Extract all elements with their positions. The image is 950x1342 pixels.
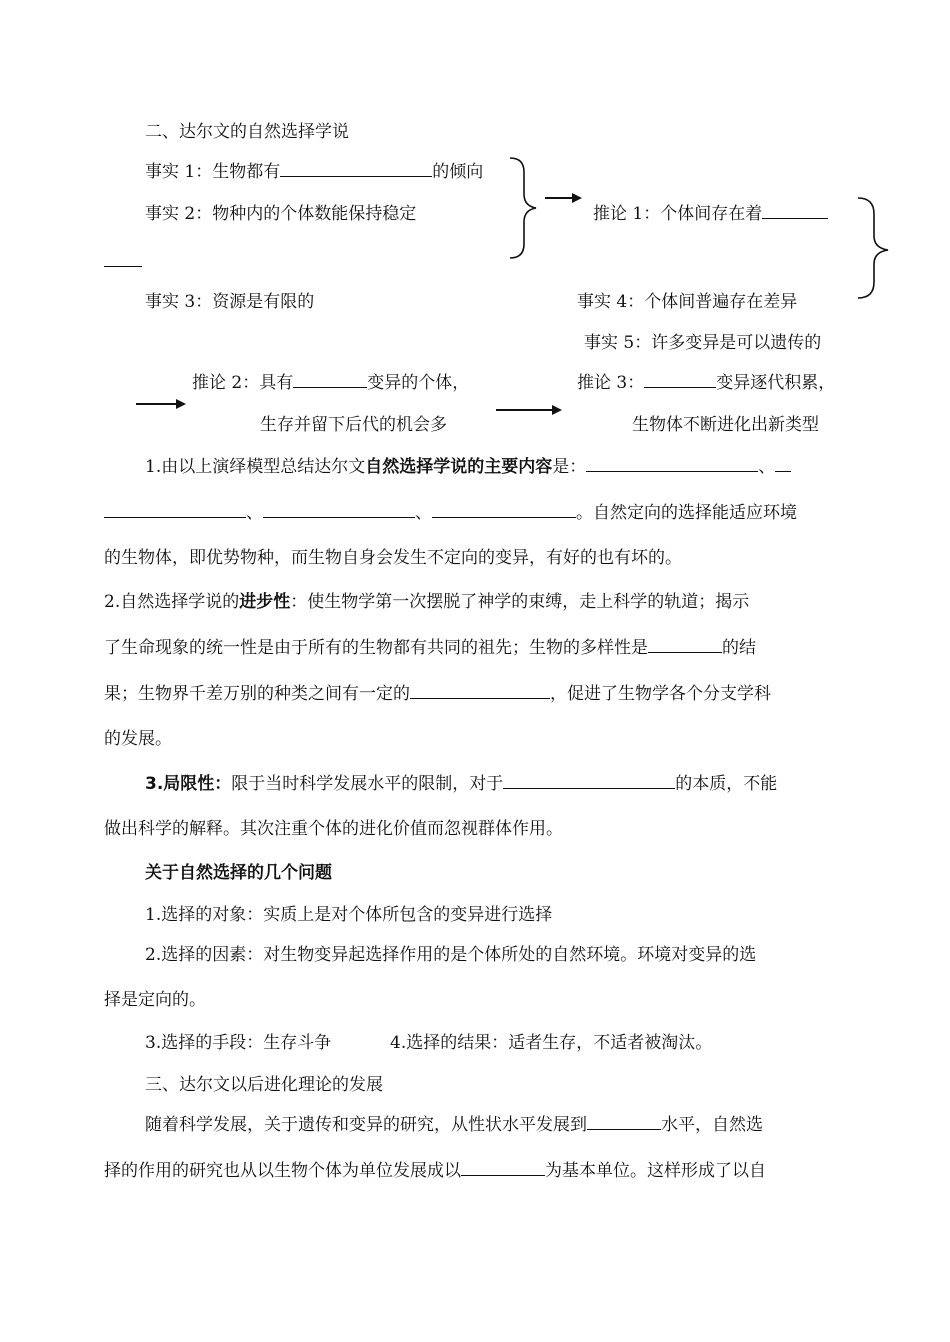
- question2-line3-suffix: ，促进了生物学各个分支学科: [550, 684, 771, 704]
- section3-title: 三、达尔文以后进化理论的发展: [145, 1075, 383, 1095]
- inference3: [577, 371, 835, 395]
- issues-title: 关于自然选择的几个问题: [145, 863, 332, 883]
- question2-line2-suffix: 的结: [722, 638, 756, 658]
- inference3-blank[interactable]: [644, 371, 716, 388]
- inference3-text: 推论 3：: [577, 373, 645, 393]
- section2-title: 二、达尔文的自然选择学说: [145, 122, 349, 142]
- question2-line1: [104, 590, 749, 614]
- question3-bold: 3.局限性：: [145, 774, 232, 794]
- question3-suffix: 的本质，不能: [675, 774, 778, 794]
- fact5: 事实 5：许多变异是可以遗传的: [584, 333, 822, 353]
- fact1-blank[interactable]: [280, 160, 432, 177]
- inference2-text: 推论 2：具有: [192, 373, 294, 393]
- question2-blank2[interactable]: [410, 682, 550, 699]
- question2-line2: [104, 636, 756, 660]
- question1-blank4[interactable]: [432, 501, 576, 518]
- question2-blank1[interactable]: [648, 636, 722, 653]
- question2-text2: ：使生物学第一次摆脱了神学的束缚，走上科学的轨道；揭示: [290, 592, 750, 612]
- right-brace-right: [858, 198, 888, 298]
- fact1: [145, 160, 483, 184]
- question2-line3: [104, 682, 771, 706]
- issue4: 4.选择的结果：适者生存，不适者被淘汰。: [390, 1033, 713, 1053]
- question1-sep1: 、: [758, 457, 776, 477]
- question3-line1: [145, 772, 777, 796]
- inference2-line2: 生存并留下后代的机会多: [260, 415, 447, 435]
- question2-bold: 进步性: [239, 592, 291, 612]
- arrow-to-inference2: [136, 399, 186, 409]
- section3-line1: [145, 1113, 763, 1137]
- inference1-blank[interactable]: [762, 202, 828, 219]
- question2-line4: 的发展。: [104, 729, 172, 749]
- question1-text3: 。自然定向的选择能适应环境: [576, 503, 797, 523]
- issue1: 1.选择的对象：实质上是对个体所包含的变异进行选择: [145, 905, 553, 925]
- question2-line2-text: 了生命现象的统一性是由于所有的生物都有共同的祖先；生物的多样性是: [104, 638, 648, 658]
- question1-blank1[interactable]: [586, 455, 758, 472]
- question1-blank2a[interactable]: [775, 455, 791, 472]
- question1-sep3: 、: [415, 503, 432, 523]
- question1-text2: 是：: [552, 457, 587, 477]
- fact2: 事实 2：物种内的个体数能保持稳定: [145, 204, 417, 224]
- right-brace-left: [510, 158, 536, 258]
- inference1-blank-cont[interactable]: [104, 250, 142, 267]
- inference3-line2: 生物体不断进化出新类型: [632, 415, 819, 435]
- inference1-text: 推论 1：个体间存在着: [593, 204, 763, 224]
- section3-line1-suffix: 水平，自然选: [661, 1115, 763, 1135]
- inference1: [593, 202, 828, 226]
- issue2-line1: 2.选择的因素：对生物变异起选择作用的是个体所处的自然环境。环境对变异的选: [145, 945, 757, 965]
- question1-sep2: 、: [246, 503, 263, 523]
- question3-blank[interactable]: [503, 772, 675, 789]
- fact3: 事实 3：资源是有限的: [145, 292, 315, 312]
- fact1-text: 事实 1：生物都有: [145, 162, 281, 182]
- question1-line1: [145, 455, 791, 479]
- issue3: 3.选择的手段：生存斗争: [145, 1033, 332, 1053]
- question3-line2: 做出科学的解释。其次注重个体的进化价值而忽视群体作用。: [104, 819, 563, 839]
- inference2: [192, 371, 469, 395]
- section3-blank2[interactable]: [461, 1159, 545, 1176]
- section3-line1-text: 随着科学发展，关于遗传和变异的研究，从性状水平发展到: [145, 1115, 587, 1135]
- question1-text: 1.由以上演绎模型总结达尔文: [145, 457, 366, 477]
- fact4: 事实 4：个体间普遍存在差异: [577, 292, 798, 312]
- issue2-line2: 择是定向的。: [104, 990, 206, 1010]
- inference2-suffix: 变异的个体，: [367, 373, 470, 393]
- question2-text: 2.自然选择学说的: [104, 592, 240, 612]
- question1-blank3[interactable]: [263, 501, 415, 518]
- inference2-blank[interactable]: [293, 371, 367, 388]
- question1-line2: [104, 501, 797, 525]
- question3-text: 限于当时科学发展水平的限制，对于: [231, 774, 504, 794]
- question1-blank2b[interactable]: [104, 501, 246, 518]
- question1-bold: 自然选择学说的主要内容: [365, 457, 553, 477]
- inference3-suffix: 变异逐代积累，: [716, 373, 836, 393]
- arrow-to-inference1: [545, 193, 582, 203]
- section3-line2-suffix: 为基本单位。这样形成了以自: [545, 1161, 766, 1181]
- question2-line3-text: 果；生物界千差万别的种类之间有一定的: [104, 684, 410, 704]
- fact1-suffix: 的倾向: [432, 162, 484, 182]
- section3-line2-text: 择的作用的研究也从以生物个体为单位发展成以: [104, 1161, 461, 1181]
- arrow-to-inference3: [496, 405, 562, 415]
- section3-line2: [104, 1159, 766, 1183]
- section3-blank1[interactable]: [587, 1113, 661, 1130]
- question1-line3: 的生物体，即优势物种，而生物自身会发生不定向的变异，有好的也有坏的。: [104, 548, 682, 568]
